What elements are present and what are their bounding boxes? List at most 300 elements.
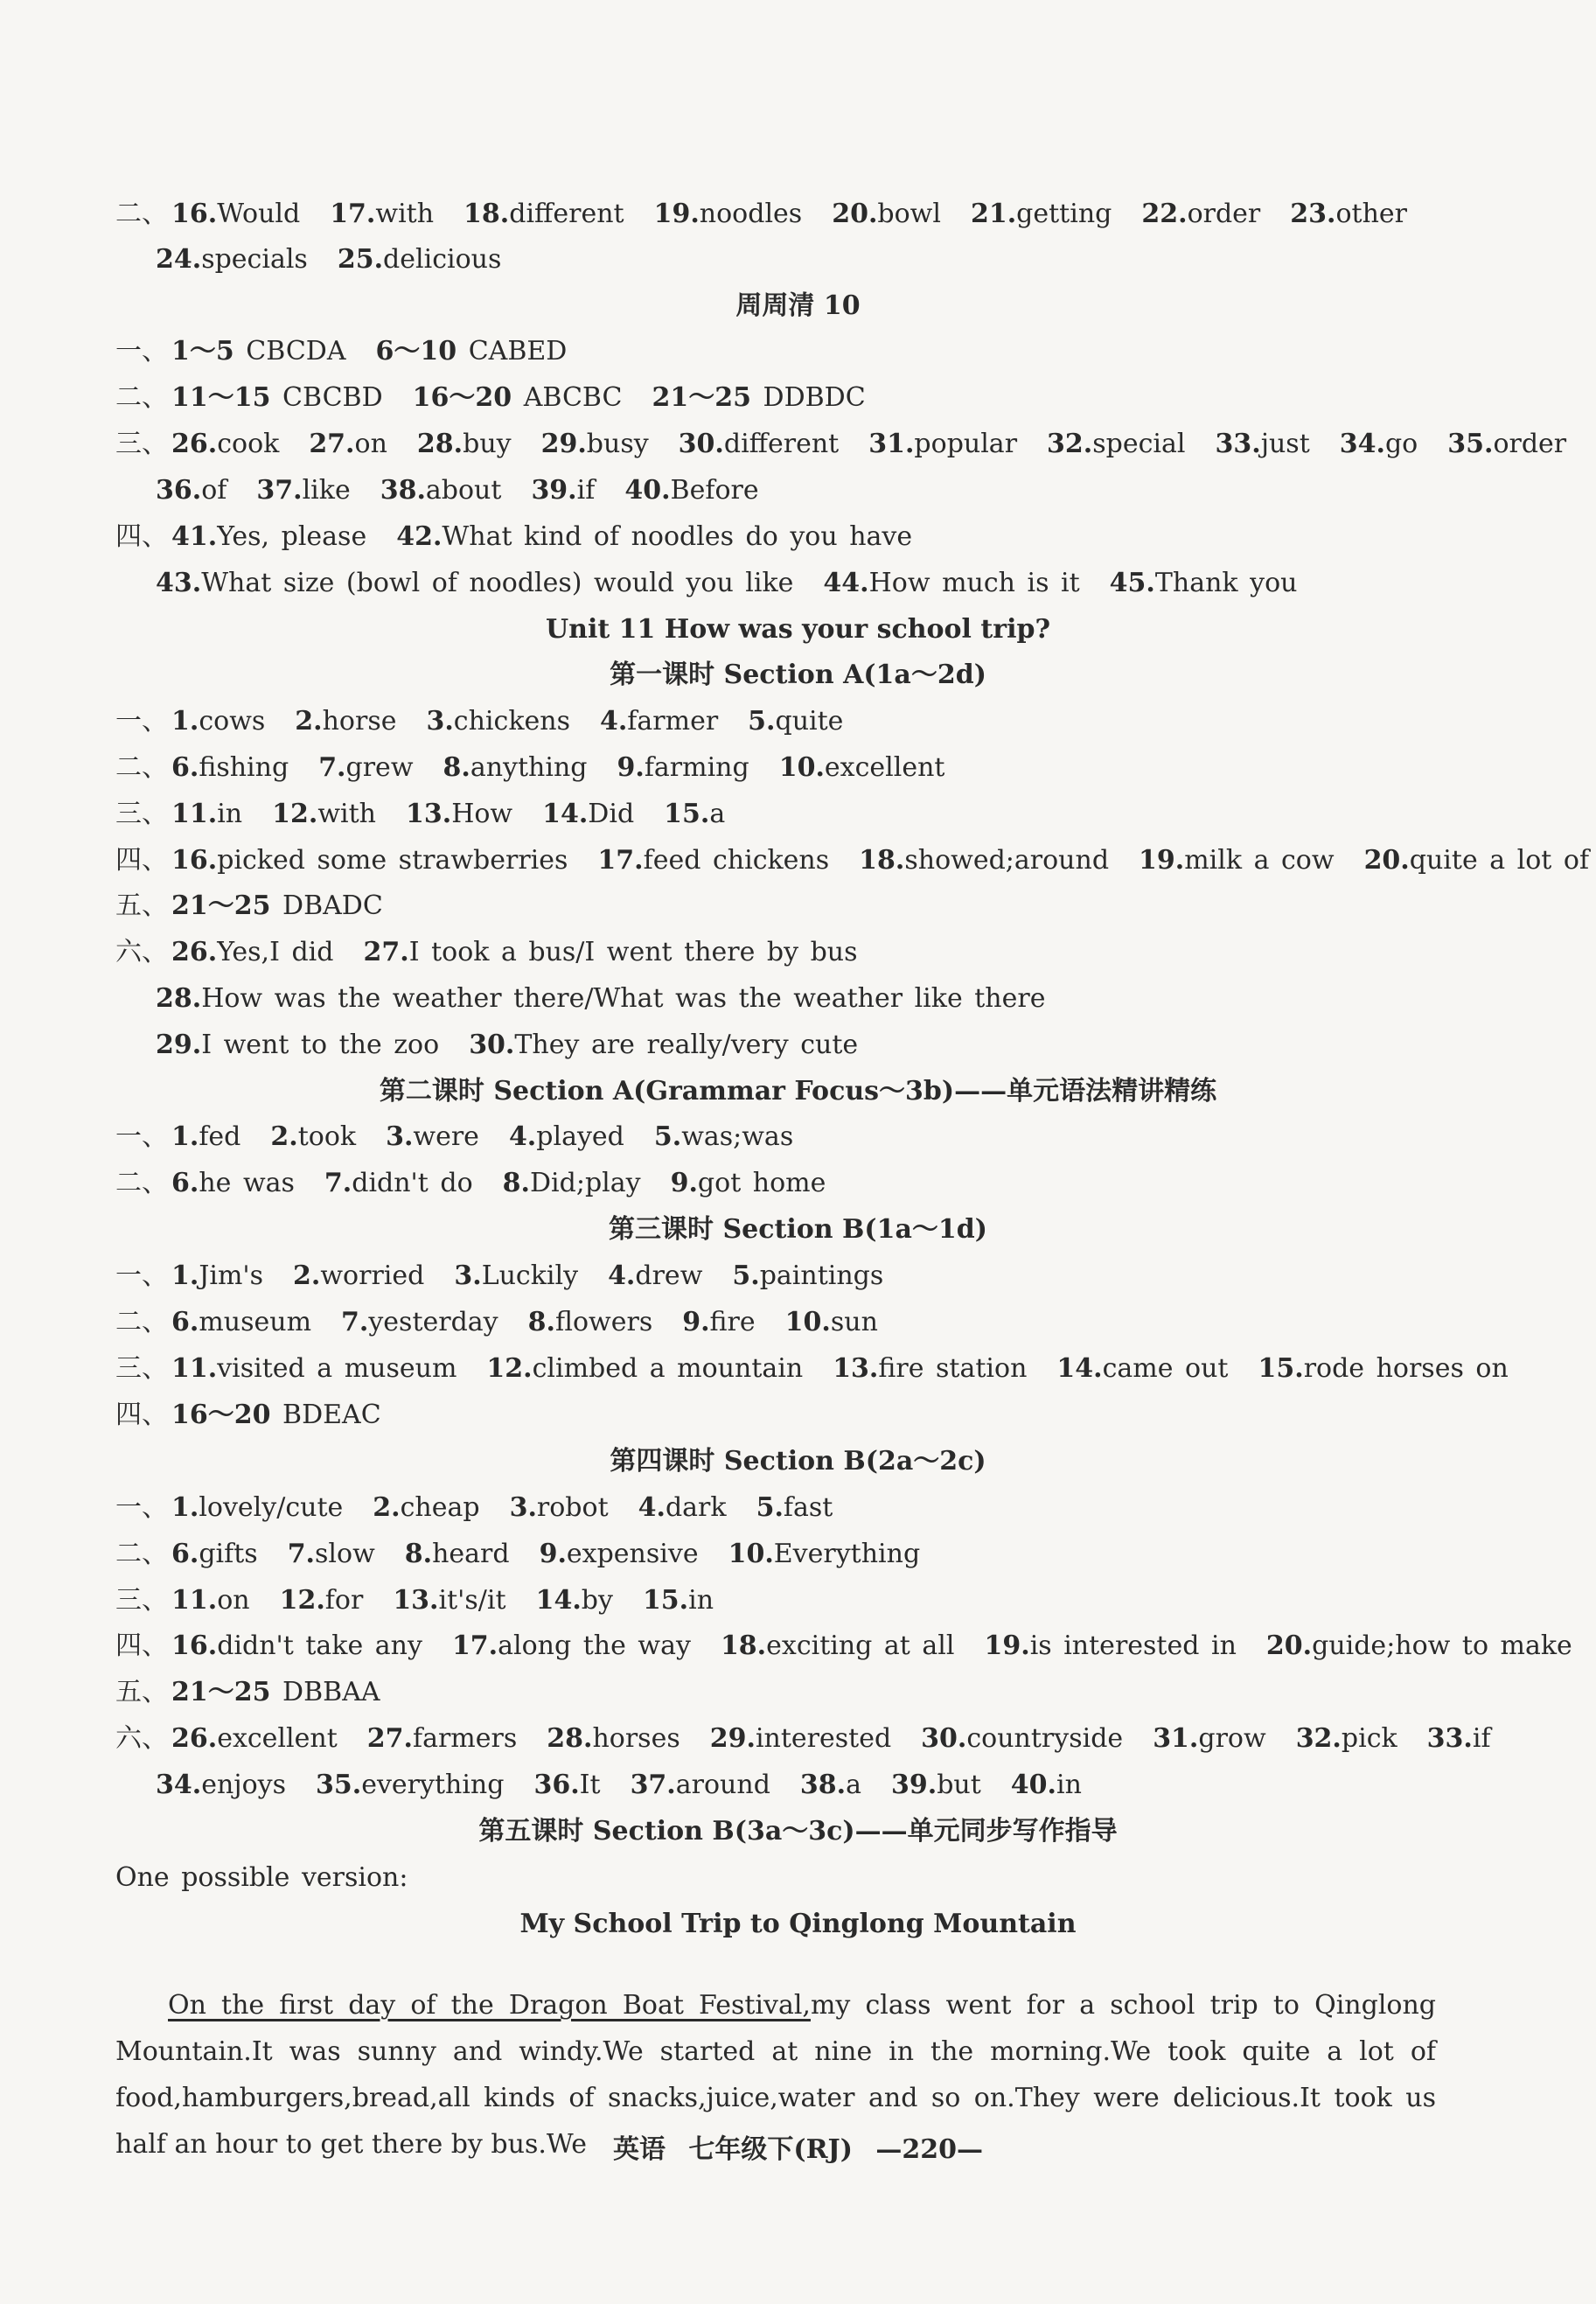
answer-row xyxy=(115,1629,1572,1664)
answer-row xyxy=(156,566,1439,601)
question-number: 35. xyxy=(1447,429,1494,459)
answer-item xyxy=(367,1723,517,1754)
answer-text: DBBAA xyxy=(282,1677,380,1707)
question-number: 1. xyxy=(171,1492,199,1523)
footer-subject: 英语 xyxy=(612,2134,666,2165)
answer-text: DDBDC xyxy=(763,382,866,413)
answer-item xyxy=(171,1260,263,1291)
question-number: 7. xyxy=(318,752,346,783)
answer-text: Did;play xyxy=(530,1168,641,1198)
part-marker: 二、 xyxy=(115,199,168,229)
answer-row xyxy=(115,1675,1439,1710)
answer-item xyxy=(1340,429,1418,459)
answer-item xyxy=(541,429,649,459)
answer-text: fire xyxy=(709,1307,756,1337)
question-number: 19. xyxy=(653,199,700,229)
question-number: 26. xyxy=(171,1723,218,1754)
question-number: 16. xyxy=(171,1630,218,1661)
question-number: 20. xyxy=(1265,1630,1313,1661)
answer-item xyxy=(1296,1723,1397,1754)
answer-text: What kind of noodles do you have xyxy=(442,521,913,552)
answer-item xyxy=(1290,199,1407,229)
answer-text: on xyxy=(217,1585,250,1616)
answer-item xyxy=(393,1585,505,1616)
answer-item xyxy=(288,1539,375,1569)
section-heading: My School Trip to Qinglong Mountain xyxy=(519,1909,1077,1939)
answer-item xyxy=(469,1030,858,1060)
answer-text: lovely/cute xyxy=(199,1492,344,1523)
answer-text: a xyxy=(846,1770,861,1800)
answer-item xyxy=(171,1492,343,1523)
question-number: 4. xyxy=(508,1121,537,1152)
question-number: 11. xyxy=(171,1585,218,1616)
question-number: 21～25 xyxy=(171,1677,271,1707)
question-number: 28. xyxy=(547,1723,593,1754)
question-number: 17. xyxy=(451,1630,498,1661)
question-number: 15. xyxy=(642,1585,689,1616)
answer-text: didn't take any xyxy=(217,1630,422,1661)
part-marker: 四、 xyxy=(115,1400,168,1430)
answer-item xyxy=(380,475,502,506)
answer-text: rode horses on xyxy=(1303,1353,1509,1384)
question-number: 1～5 xyxy=(171,336,234,367)
answer-item xyxy=(891,1770,981,1800)
question-number: 1. xyxy=(171,1121,199,1152)
answer-item xyxy=(316,1770,504,1800)
question-number: 4. xyxy=(638,1492,666,1523)
question-number: 15. xyxy=(1258,1353,1304,1384)
question-number: 38. xyxy=(799,1770,847,1800)
question-number: 21. xyxy=(970,199,1017,229)
question-number: 28. xyxy=(156,983,202,1014)
answer-item xyxy=(542,799,634,829)
question-number: 6. xyxy=(171,1307,199,1337)
essay-underlined-opening: On the first day of the Dragon Boat Festival, xyxy=(168,1990,811,2021)
part-marker: 四、 xyxy=(115,521,168,552)
answer-item xyxy=(376,336,568,367)
question-number: 3. xyxy=(509,1492,537,1523)
answer-text: got home xyxy=(697,1168,826,1198)
answer-text: drew xyxy=(635,1260,703,1291)
answer-item xyxy=(171,937,333,967)
answer-text: different xyxy=(723,429,840,459)
answer-text: different xyxy=(509,199,624,229)
answer-text: farmer xyxy=(627,706,719,737)
answer-text: guide;how to make xyxy=(1312,1630,1572,1661)
answer-item xyxy=(654,199,803,229)
answer-item xyxy=(171,336,346,367)
part-marker: 二、 xyxy=(115,1307,168,1337)
question-number: 27. xyxy=(363,937,409,967)
section-heading: 第一课时 Section A(1a～2d) xyxy=(610,660,986,690)
answer-item xyxy=(171,752,289,783)
answer-item xyxy=(531,475,595,506)
answer-item xyxy=(171,1723,338,1754)
question-number: 15. xyxy=(664,799,710,829)
answer-text: along the way xyxy=(498,1630,691,1661)
answer-item xyxy=(785,1307,878,1337)
answer-item xyxy=(643,1585,714,1616)
part-marker: 六、 xyxy=(115,937,168,967)
answer-item xyxy=(748,706,843,737)
answer-text: with xyxy=(317,799,376,829)
essay-body: my class went for a school trip to Qinglong Mountain.It was sunny and windy.We started at nine in the morning.We took quite a lot of food,hamburgers,bread,all kinds of snacks,juice,water and so on.They were delicious.It took us half an hour to get there by bus.We xyxy=(115,1990,1437,2160)
answer-text: fire station xyxy=(878,1353,1028,1384)
answer-item xyxy=(171,1677,380,1707)
question-number: 40. xyxy=(624,475,671,506)
answer-row xyxy=(115,381,1439,415)
answer-row xyxy=(115,1120,1439,1155)
answer-row xyxy=(115,1721,1491,1756)
answer-text: gifts xyxy=(199,1539,258,1569)
answer-row xyxy=(156,242,1439,277)
question-number: 16～20 xyxy=(412,382,512,413)
question-number: 17. xyxy=(597,845,644,876)
answer-row xyxy=(115,1166,1439,1201)
answer-item xyxy=(171,1353,456,1384)
answer-item xyxy=(272,799,376,829)
part-marker: 三、 xyxy=(115,1353,168,1384)
question-number: 7. xyxy=(341,1307,369,1337)
answer-text: farmers xyxy=(412,1723,518,1754)
part-marker: 一、 xyxy=(115,1492,168,1523)
question-number: 45. xyxy=(1109,568,1155,598)
answer-item xyxy=(608,1260,702,1291)
answer-item xyxy=(386,1121,479,1152)
answer-text: specials xyxy=(201,244,308,275)
part-marker: 一、 xyxy=(115,706,168,737)
answer-item xyxy=(156,1770,286,1800)
answer-text: took xyxy=(297,1121,357,1152)
answer-item xyxy=(617,752,749,783)
answer-text: ABCBC xyxy=(523,382,623,413)
question-number: 42. xyxy=(396,521,443,552)
question-number: 13. xyxy=(405,799,452,829)
answer-item xyxy=(536,1585,613,1616)
question-number: 7. xyxy=(324,1168,352,1198)
answer-item xyxy=(1139,845,1335,876)
answer-item xyxy=(509,1121,624,1152)
answer-item xyxy=(171,1630,422,1661)
part-marker: 三、 xyxy=(115,429,168,459)
answer-text: chickens xyxy=(453,706,570,737)
answer-item xyxy=(171,429,279,459)
question-number: 33. xyxy=(1426,1723,1473,1754)
question-number: 5. xyxy=(756,1492,784,1523)
section-heading: 第三课时 Section B(1a～1d) xyxy=(609,1214,987,1245)
question-number: 37. xyxy=(630,1770,676,1800)
answer-text: cheap xyxy=(400,1492,480,1523)
answer-text: sun xyxy=(830,1307,878,1337)
question-number: 29. xyxy=(156,1030,202,1060)
question-number: 41. xyxy=(171,521,218,552)
answer-item xyxy=(682,1307,755,1337)
question-number: 13. xyxy=(393,1585,439,1616)
question-number: 4. xyxy=(599,706,628,737)
part-marker: 六、 xyxy=(115,1723,168,1754)
answer-text: for xyxy=(324,1585,364,1616)
answer-row xyxy=(115,197,1439,232)
answer-item xyxy=(971,199,1112,229)
question-number: 29. xyxy=(709,1723,756,1754)
answer-item xyxy=(270,1121,356,1152)
answer-text: of xyxy=(201,475,227,506)
question-number: 38. xyxy=(380,475,426,506)
part-marker: 三、 xyxy=(115,799,168,829)
answer-text: It xyxy=(579,1770,601,1800)
answer-item xyxy=(779,752,945,783)
answer-text: fed xyxy=(199,1121,241,1152)
answer-item xyxy=(638,1492,727,1523)
answer-text: on xyxy=(354,429,387,459)
question-number: 10. xyxy=(778,752,825,783)
answer-text: flowers xyxy=(554,1307,653,1337)
part-marker: 二、 xyxy=(115,382,168,413)
answer-text: if xyxy=(576,475,596,506)
part-marker: 二、 xyxy=(115,1168,168,1198)
answer-text: robot xyxy=(536,1492,609,1523)
answer-text: How xyxy=(451,799,513,829)
answer-text: popular xyxy=(914,429,1018,459)
answer-text: like xyxy=(302,475,351,506)
answer-row xyxy=(115,889,1439,924)
answer-text: horses xyxy=(592,1723,680,1754)
answer-item xyxy=(832,199,941,229)
answer-item xyxy=(256,475,350,506)
answer-item xyxy=(1266,1630,1572,1661)
answer-text: but xyxy=(937,1770,981,1800)
answer-text: feed chickens xyxy=(643,845,830,876)
answer-item xyxy=(1427,1723,1491,1754)
question-number: 5. xyxy=(653,1121,682,1152)
question-number: 14. xyxy=(535,1585,582,1616)
part-marker: 二、 xyxy=(115,752,168,783)
answer-text: cows xyxy=(199,706,266,737)
part-marker: 三、 xyxy=(115,1585,168,1616)
answer-row xyxy=(115,334,1439,369)
answer-text: Before xyxy=(670,475,759,506)
answer-text: bowl xyxy=(877,199,941,229)
answer-text: quite xyxy=(775,706,844,737)
question-number: 21～25 xyxy=(171,890,271,921)
answer-item xyxy=(293,1260,424,1291)
answer-text: paintings xyxy=(759,1260,884,1291)
answer-item xyxy=(341,1307,498,1337)
answer-row xyxy=(115,704,1439,739)
answer-item xyxy=(1011,1770,1082,1800)
answer-text: dark xyxy=(665,1492,727,1523)
answer-row xyxy=(156,981,1439,1016)
answer-row xyxy=(115,1583,1439,1618)
answer-item xyxy=(671,1168,826,1198)
answer-row xyxy=(115,1351,1509,1386)
answer-text: yesterday xyxy=(368,1307,498,1337)
question-number: 39. xyxy=(891,1770,937,1800)
answer-text: it's/it xyxy=(438,1585,506,1616)
question-number: 3. xyxy=(454,1260,482,1291)
answer-item xyxy=(1447,429,1566,459)
answer-item xyxy=(413,382,623,413)
answer-text: They are really/very cute xyxy=(514,1030,859,1060)
answer-row xyxy=(156,473,1439,508)
question-number: 9. xyxy=(682,1307,710,1337)
answer-row xyxy=(156,1768,1439,1803)
answer-item xyxy=(868,429,1017,459)
question-number: 32. xyxy=(1047,429,1093,459)
answer-text: cook xyxy=(217,429,280,459)
answer-text: excellent xyxy=(824,752,945,783)
answer-text: CBCBD xyxy=(282,382,383,413)
answer-item xyxy=(156,244,308,275)
answer-text: CABED xyxy=(468,336,568,367)
answer-item xyxy=(528,1307,653,1337)
question-number: 2. xyxy=(295,706,323,737)
answer-text: fishing xyxy=(199,752,289,783)
answer-item xyxy=(338,244,502,275)
question-number: 2. xyxy=(270,1121,298,1152)
answer-item xyxy=(533,1770,600,1800)
answer-text: go xyxy=(1384,429,1418,459)
section-heading: 第四课时 Section B(2a～2c) xyxy=(610,1446,986,1477)
answer-text: heard xyxy=(432,1539,510,1569)
question-number: 12. xyxy=(272,799,318,829)
answer-text: busy xyxy=(586,429,649,459)
part-marker: 四、 xyxy=(115,845,168,876)
question-number: 26. xyxy=(171,429,218,459)
answer-text: slow xyxy=(315,1539,375,1569)
answer-item xyxy=(171,521,366,552)
answer-text: buy xyxy=(463,429,512,459)
answer-row xyxy=(115,1491,1439,1526)
question-number: 21～25 xyxy=(652,382,751,413)
question-number: 20. xyxy=(1363,845,1410,876)
question-number: 28. xyxy=(416,429,463,459)
answer-item xyxy=(156,983,1045,1014)
question-number: 7. xyxy=(287,1539,316,1569)
answer-text: about xyxy=(425,475,502,506)
answer-item xyxy=(800,1770,861,1800)
answer-text: he was xyxy=(199,1168,295,1198)
question-number: 32. xyxy=(1295,1723,1342,1754)
question-number: 17. xyxy=(330,199,376,229)
question-number: 3. xyxy=(426,706,454,737)
question-number: 30. xyxy=(921,1723,967,1754)
answer-item xyxy=(1258,1353,1508,1384)
answer-text: BDEAC xyxy=(282,1400,381,1430)
answer-text: countryside xyxy=(966,1723,1124,1754)
answer-text: showed;around xyxy=(904,845,1110,876)
answer-text: everything xyxy=(361,1770,505,1800)
answer-item xyxy=(728,1539,921,1569)
section-heading: Unit 11 How was your school trip? xyxy=(545,614,1051,645)
question-number: 26. xyxy=(171,937,218,967)
question-number: 6～10 xyxy=(375,336,457,367)
answer-item xyxy=(547,1723,680,1754)
section-heading: 第二课时 Section A(Grammar Focus～3b)——单元语法精讲精练 xyxy=(379,1076,1217,1107)
answer-text: milk a cow xyxy=(1184,845,1335,876)
answer-item xyxy=(1153,1723,1266,1754)
answer-text: Did xyxy=(588,799,635,829)
answer-text: What size (bowl of noodles) would you like xyxy=(201,568,794,598)
answer-item xyxy=(309,429,387,459)
answer-text: if xyxy=(1472,1723,1491,1754)
answer-text: exciting at all xyxy=(766,1630,955,1661)
answer-item xyxy=(156,1030,439,1060)
answer-item xyxy=(732,1260,883,1291)
part-marker: 四、 xyxy=(115,1630,168,1661)
answer-item xyxy=(833,1353,1027,1384)
answer-text: horse xyxy=(322,706,397,737)
answer-text: were xyxy=(413,1121,479,1152)
answer-text: How much is it xyxy=(868,568,1080,598)
answer-text: grow xyxy=(1198,1723,1266,1754)
answer-item xyxy=(171,1121,240,1152)
question-number: 44. xyxy=(823,568,869,598)
question-number: 9. xyxy=(670,1168,698,1198)
answer-item xyxy=(597,845,829,876)
answer-text: noodles xyxy=(699,199,803,229)
question-number: 6. xyxy=(171,752,199,783)
answer-text: fast xyxy=(783,1492,833,1523)
answer-text: was;was xyxy=(681,1121,794,1152)
answer-text: with xyxy=(375,199,435,229)
question-number: 31. xyxy=(868,429,915,459)
question-number: 31. xyxy=(1153,1723,1199,1754)
answer-item xyxy=(1110,568,1298,598)
answer-item xyxy=(859,845,1109,876)
question-number: 16. xyxy=(171,845,218,876)
answer-item xyxy=(171,199,300,229)
footer-page-number: —220— xyxy=(875,2134,984,2165)
question-number: 6. xyxy=(171,1168,199,1198)
answer-item xyxy=(654,1121,793,1152)
answer-item xyxy=(171,1307,311,1337)
question-number: 19. xyxy=(1139,845,1185,876)
answer-text: picked some strawberries xyxy=(217,845,568,876)
answer-text: other xyxy=(1335,199,1408,229)
question-number: 1. xyxy=(171,1260,199,1291)
question-number: 4. xyxy=(608,1260,636,1291)
question-number: 18. xyxy=(463,199,510,229)
answer-text: pick xyxy=(1341,1723,1397,1754)
answer-text: grew xyxy=(345,752,414,783)
answer-item xyxy=(600,706,718,737)
answer-item xyxy=(721,1630,955,1661)
answer-text: Yes,I did xyxy=(217,937,334,967)
answer-item xyxy=(171,890,383,921)
answer-text: I went to the zoo xyxy=(201,1030,440,1060)
intro-text: One possible version: xyxy=(115,1862,408,1893)
answer-row xyxy=(115,797,1439,832)
answer-item xyxy=(652,382,865,413)
answer-item xyxy=(171,1585,250,1616)
answer-item xyxy=(405,1539,510,1569)
answer-text: in xyxy=(688,1585,714,1616)
question-number: 9. xyxy=(617,752,645,783)
answer-item xyxy=(631,1770,770,1800)
answer-text: interested xyxy=(755,1723,892,1754)
answer-item xyxy=(426,706,570,737)
question-number: 29. xyxy=(540,429,587,459)
answer-row xyxy=(115,520,1439,555)
answer-text: in xyxy=(1056,1770,1082,1800)
answer-text: climbed a mountain xyxy=(532,1353,804,1384)
page-footer xyxy=(0,2127,1596,2166)
answer-text: farming xyxy=(644,752,749,783)
answer-row xyxy=(156,1028,1439,1063)
answer-item xyxy=(156,475,227,506)
answer-text: worried xyxy=(320,1260,425,1291)
